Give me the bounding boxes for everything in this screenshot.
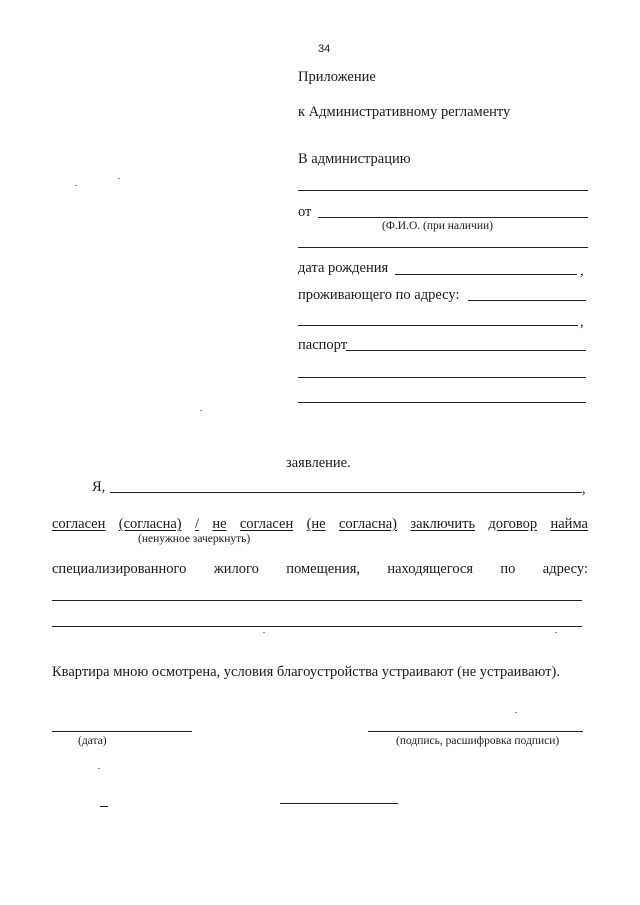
signature-line [368, 731, 583, 732]
appendix-label: Приложение [298, 69, 376, 85]
from-label: от [298, 204, 312, 220]
scan-speck [200, 410, 202, 411]
date-line [52, 731, 192, 732]
addressee-label: В администрацию [298, 151, 411, 167]
scan-speck [263, 632, 265, 633]
agreement-options [52, 517, 588, 532]
agree-word: (не [306, 516, 326, 532]
agree-word: найма [550, 516, 588, 532]
premises-address-line-2 [52, 626, 582, 627]
birth-date-line [395, 274, 577, 275]
scan-speck [118, 178, 120, 179]
full-name-line-2 [298, 247, 588, 248]
agree-word: (согласна) [118, 516, 182, 532]
agree-word: / [194, 516, 199, 532]
agree-word: согласен [52, 516, 106, 532]
premises-word: жилого [213, 561, 259, 577]
address-label: проживающего по адресу: [298, 287, 460, 303]
premises-word: находящегося [387, 561, 474, 577]
passport-line [346, 350, 586, 351]
scan-speck [555, 632, 557, 633]
page-number: 34 [318, 43, 331, 55]
applicant-name-line [110, 492, 582, 493]
agree-word: согласна) [338, 516, 397, 532]
date-hint: (дата) [78, 735, 107, 747]
passport-label: паспорт [298, 337, 348, 353]
scan-speck [515, 712, 517, 713]
premises-address-line [52, 600, 582, 601]
scan-speck [75, 185, 77, 186]
agree-word: не [212, 516, 227, 532]
scan-speck [98, 768, 100, 769]
full-name-hint: (Ф.И.О. (при наличии) [382, 220, 493, 232]
premises-word: по [500, 561, 516, 577]
premises-word: специализированного [52, 561, 187, 577]
full-name-line [318, 217, 588, 218]
agree-word: согласен [239, 516, 294, 532]
applicant-comma: , [582, 481, 586, 497]
passport-line-3 [298, 402, 586, 403]
regulation-reference: к Административному регламенту [298, 104, 511, 120]
birth-date-comma: , [580, 263, 584, 279]
premises-line [52, 562, 588, 577]
address-line [468, 300, 586, 301]
address-comma: , [580, 314, 584, 330]
premises-word: адресу: [542, 561, 588, 577]
administration-name-line [298, 190, 588, 191]
strike-through-hint: (ненужное зачеркнуть) [138, 533, 251, 545]
passport-line-2 [298, 377, 586, 378]
bottom-signature-line [280, 803, 398, 804]
premises-word: помещения, [286, 561, 360, 577]
scan-mark [100, 806, 108, 807]
address-line-2 [298, 325, 578, 326]
birth-date-label: дата рождения [298, 260, 389, 276]
agree-word: заключить [410, 516, 476, 532]
agree-word: договор [488, 516, 538, 532]
inspection-statement: Квартира мною осмотрена, условия благоустройства устраивают (не устраивают). [52, 664, 560, 680]
signature-hint: (подпись, расшифровка подписи) [396, 735, 560, 747]
ya-label: Я, [92, 479, 106, 495]
document-title: заявление. [286, 455, 351, 471]
